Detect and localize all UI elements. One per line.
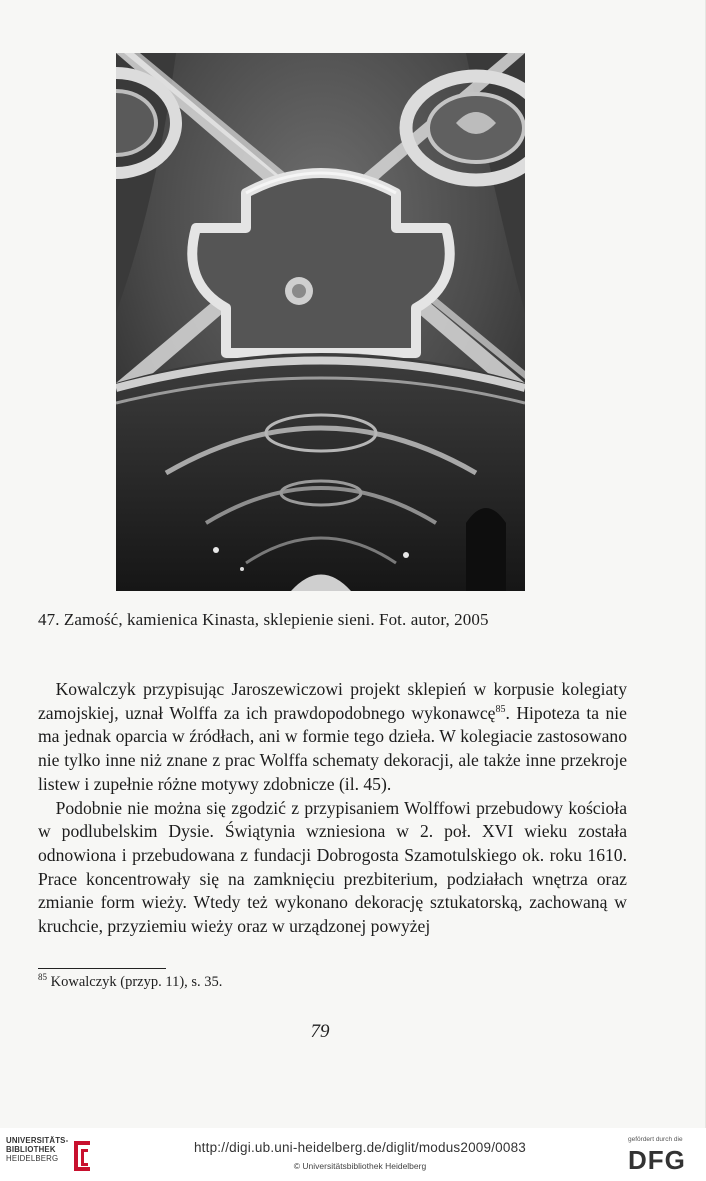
paragraph-1 xyxy=(38,678,627,797)
library-name-line-3: HEIDELBERG xyxy=(6,1154,59,1163)
body-text xyxy=(38,678,627,939)
library-name-line-1: UNIVERSITÄTS- xyxy=(6,1136,69,1145)
viewer-footer xyxy=(0,1128,706,1181)
funding-label: gefördert durch die xyxy=(628,1136,683,1143)
permalink-url[interactable]: http://digi.ub.uni-heidelberg.de/diglit/modus2009/0083 xyxy=(193,1140,527,1155)
footnote-text: Kowalczyk (przyp. 11), s. 35. xyxy=(50,974,223,990)
paragraph-2 xyxy=(38,797,627,939)
dfg-logo[interactable]: DFG xyxy=(628,1145,686,1175)
paragraph-1-text-continued: . Hipoteza ta nie ma jednak oparcia w źródłach, ani w formie tego dzieła. W kolegiacie zastosowano nie tylko inne niż znane z prac Wolffa schematy dekoracji, ale także inne przekroje listew i zupełnie różne motywy zdobnicze (il. 45). xyxy=(38,702,627,794)
footnote-divider xyxy=(38,968,166,969)
library-name-line-2: BIBLIOTHEK xyxy=(6,1145,56,1154)
page-number: 79 xyxy=(310,1021,330,1042)
library-logo[interactable] xyxy=(6,1136,68,1163)
vault-illustration xyxy=(116,53,525,591)
library-emblem-icon xyxy=(68,1137,96,1173)
footnote-reference[interactable]: 85 xyxy=(495,703,506,715)
footnote-number: 85 xyxy=(38,972,47,982)
footnote xyxy=(38,974,222,991)
figure-caption: 47. Zamość, kamienica Kinasta, sklepienie sieni. Fot. autor, 2005 xyxy=(38,610,489,629)
paragraph-2-text: Podobnie nie można się zgodzić z przypisaniem Wolffowi przebudowy kościoła w podlubelskim Dysie. Świątynia wzniesiona w 2. poł. XVI wieku została odnowiona i przebudowana z fundacji Dobrogosta Szamotulskiego ok. roku 1610. Prace koncentrowały się na zamknięciu prezbiterium, podziałach wnętrza oraz zmianie form wieży. Wtedy też wykonano dekorację sztukatorską, zachowaną w kruchcie, przyziemiu wieży oraz w urządzonej powyżej xyxy=(38,797,627,937)
copyright-notice: © Universitätsbibliothek Heidelberg xyxy=(293,1161,427,1171)
vault-photograph xyxy=(116,53,525,591)
paragraph-1-text: Kowalczyk przypisując Jaroszewiczowi projekt sklepień w korpusie kolegiaty zamojskiej, uznał Wolffa za ich prawdopodobnego wykonawcę xyxy=(38,679,627,723)
